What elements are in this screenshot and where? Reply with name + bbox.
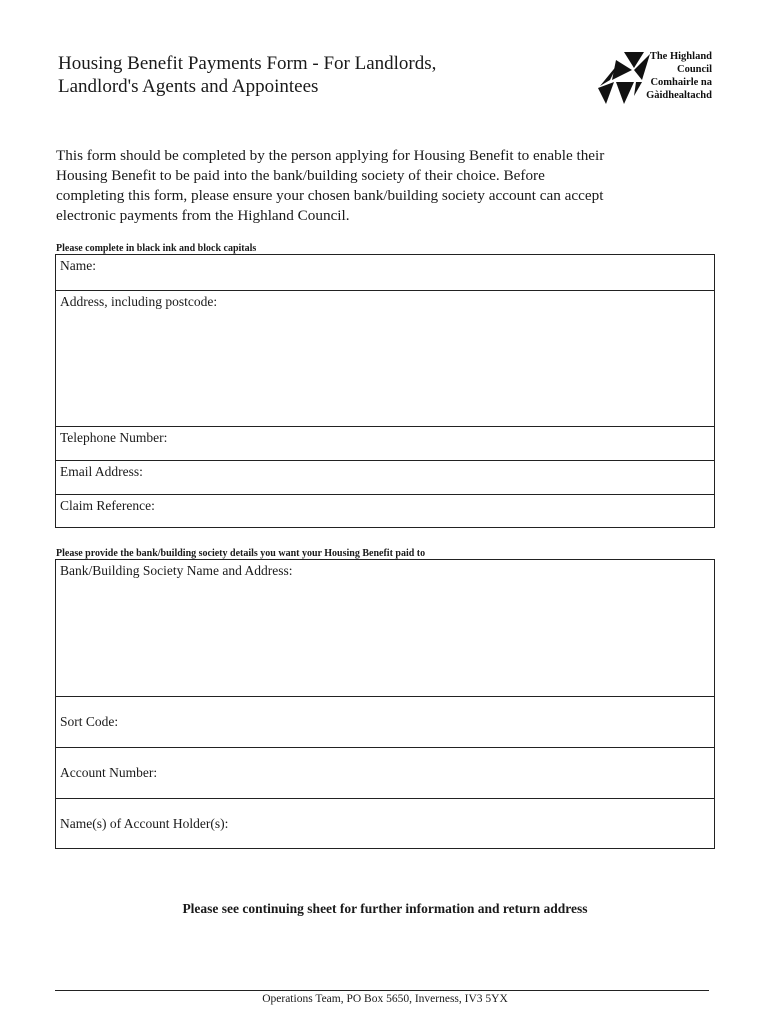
telephone-label: Telephone Number:	[60, 430, 168, 445]
logo-line-3: Comhairle na	[650, 77, 712, 88]
council-logo	[594, 50, 718, 106]
address-label: Address, including postcode:	[60, 294, 218, 309]
bank-name-field[interactable]	[56, 560, 714, 696]
section1-instruction: Please complete in black ink and block capitals	[56, 243, 257, 254]
applicant-details-box	[55, 254, 715, 528]
footer-address: Operations Team, PO Box 5650, Inverness, IV3 5YX	[262, 993, 508, 1005]
claim-reference-label: Claim Reference:	[60, 498, 155, 513]
sort-code-label: Sort Code:	[60, 714, 119, 729]
logo-line-2: Council	[676, 64, 712, 75]
logo-line-1: The Highland	[649, 51, 712, 62]
intro-paragraph	[56, 146, 716, 226]
title-line-1: Housing Benefit Payments Form - For Landlords,	[58, 53, 437, 74]
intro-line-4: electronic payments from the Highland Council.	[56, 207, 350, 224]
intro-line-2: Housing Benefit to be paid into the bank/building society of their choice. Before	[56, 167, 545, 184]
sort-code-field[interactable]	[56, 696, 714, 747]
telephone-field[interactable]	[56, 426, 714, 460]
account-number-label: Account Number:	[60, 765, 158, 780]
footer-divider	[55, 990, 709, 991]
account-number-field[interactable]	[56, 747, 714, 798]
email-field[interactable]	[56, 460, 714, 494]
account-holders-label: Name(s) of Account Holder(s):	[60, 816, 229, 831]
account-holders-field[interactable]	[56, 798, 714, 848]
council-logo-text	[646, 50, 712, 102]
address-field[interactable]	[56, 290, 714, 426]
page-title	[58, 52, 528, 98]
claim-reference-field[interactable]	[56, 494, 714, 527]
council-logo-mark-icon	[594, 50, 654, 106]
intro-line-3: completing this form, please ensure your chosen bank/building society account can accept	[56, 187, 604, 204]
bank-details-box	[55, 559, 715, 849]
logo-line-4: Gàidhealtachd	[646, 90, 712, 101]
name-field[interactable]	[56, 255, 714, 290]
bank-name-label: Bank/Building Society Name and Address:	[60, 563, 293, 578]
title-line-2: Landlord's Agents and Appointees	[58, 76, 319, 97]
intro-line-1: This form should be completed by the person applying for Housing Benefit to enable their	[56, 147, 605, 164]
name-label: Name:	[60, 258, 96, 273]
continuing-sheet-note: Please see continuing sheet for further information and return address	[182, 901, 588, 916]
email-label: Email Address:	[60, 464, 143, 479]
section2-instruction: Please provide the bank/building society details you want your Housing Benefit paid to	[56, 548, 426, 559]
